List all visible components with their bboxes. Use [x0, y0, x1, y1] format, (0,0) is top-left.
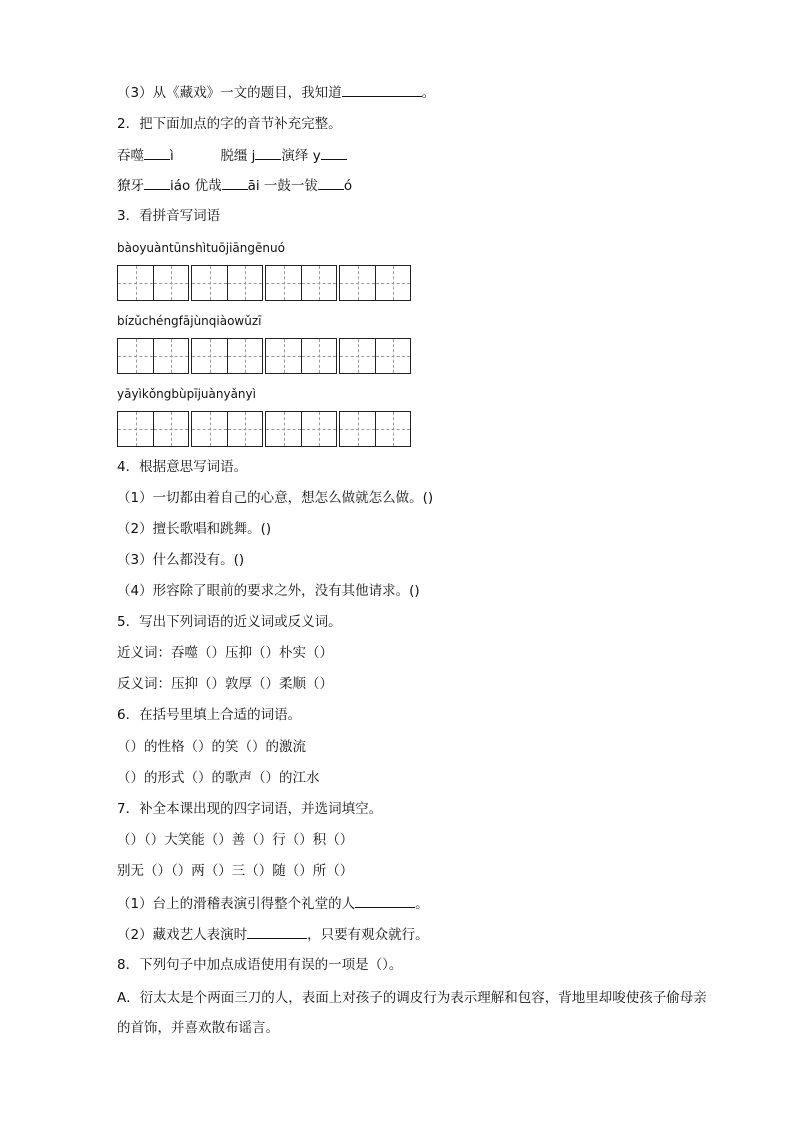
q7-row-2: 别无（）（）两（）三（）随（）所（） [117, 863, 354, 879]
q4-item-1: （1）一切都由着自己的心意，想怎么做就怎么做。() [117, 490, 434, 506]
answer-blank[interactable] [255, 145, 281, 160]
word-box[interactable] [117, 338, 189, 374]
writing-grid-3 [117, 411, 413, 447]
q5-synonyms: 近义词：吞噬（）压抑（）朴实（） [117, 645, 333, 661]
word-box[interactable] [191, 338, 263, 374]
word-box[interactable] [265, 265, 337, 301]
word-box[interactable] [339, 265, 411, 301]
q4-item-3: （3）什么都没有。() [117, 552, 245, 568]
word-box[interactable] [339, 338, 411, 374]
q7-row-1: （）（）大笑能（）善（）行（）积（） [117, 832, 354, 848]
word-box[interactable] [191, 265, 263, 301]
q6-row-1: （）的性格（）的笑（）的激流 [117, 739, 306, 755]
answer-blank[interactable] [144, 145, 170, 160]
q7-sentence-1: （1）台上的滑稽表演引得整个礼堂的人 。 [117, 893, 429, 914]
q6-title: 6．在括号里填上合适的词语。 [117, 707, 302, 723]
q8-title: 8．下列句子中加点成语使用有误的一项是（）。 [117, 957, 403, 973]
q8-option-a: A．衍太太是个两面三刀的人，表面上对孩子的调皮行为表示理解和包容，背地里却唆使孩子偷母亲的首饰，并喜欢散布谣言。 [117, 990, 707, 1036]
q2-title: 2．把下面加点的字的音节补充完整。 [117, 116, 342, 132]
word-box[interactable] [117, 411, 189, 447]
answer-blank[interactable] [355, 893, 415, 908]
word-box[interactable] [265, 411, 337, 447]
q2-row-2: 獠牙 iáo 优哉 āi 一鼓一钹 ó [117, 175, 352, 196]
q4-item-2: （2）擅长歌唱和跳舞。() [117, 521, 272, 537]
writing-grid-1 [117, 265, 413, 301]
q3-pinyin-1: bàoyuàntūnshìtuōjiāngēnuó [117, 241, 285, 255]
q2-row-1: 吞噬 ì 脱缰 j 演绎 y [117, 145, 347, 166]
word-box[interactable] [265, 338, 337, 374]
q4-item-4: （4）形容除了眼前的要求之外，没有其他请求。() [117, 583, 420, 599]
q7-sentence-2: （2）藏戏艺人表演时 ，只要有观众就行。 [117, 924, 429, 945]
answer-blank[interactable] [318, 175, 344, 190]
q3-pinyin-3: yāyìkǒngbùpījuànyǎnyì [117, 387, 256, 401]
word-box[interactable] [191, 411, 263, 447]
word-box[interactable] [117, 265, 189, 301]
q5-title: 5．写出下列词语的近义词或反义词。 [117, 614, 342, 630]
answer-blank[interactable] [247, 924, 307, 939]
q3-title: 3．看拼音写词语 [117, 208, 221, 224]
q4-title: 4．根据意思写词语。 [117, 459, 248, 475]
q6-row-2: （）的形式（）的歌声（）的江水 [117, 770, 320, 786]
answer-blank[interactable] [342, 82, 422, 97]
q3-pinyin-2: bízǔchéngfājùnqiàowǔzī [117, 314, 262, 328]
answer-blank[interactable] [321, 145, 347, 160]
word-box[interactable] [339, 411, 411, 447]
q1-item-3: （3）从《藏戏》一文的题目，我知道 。 [117, 82, 435, 103]
q7-title: 7．补全本课出现的四字词语，并选词填空。 [117, 801, 383, 817]
answer-blank[interactable] [144, 175, 170, 190]
answer-blank[interactable] [222, 175, 248, 190]
q5-antonyms: 反义词：压抑（）敦厚（）柔顺（） [117, 676, 333, 692]
writing-grid-2 [117, 338, 413, 374]
